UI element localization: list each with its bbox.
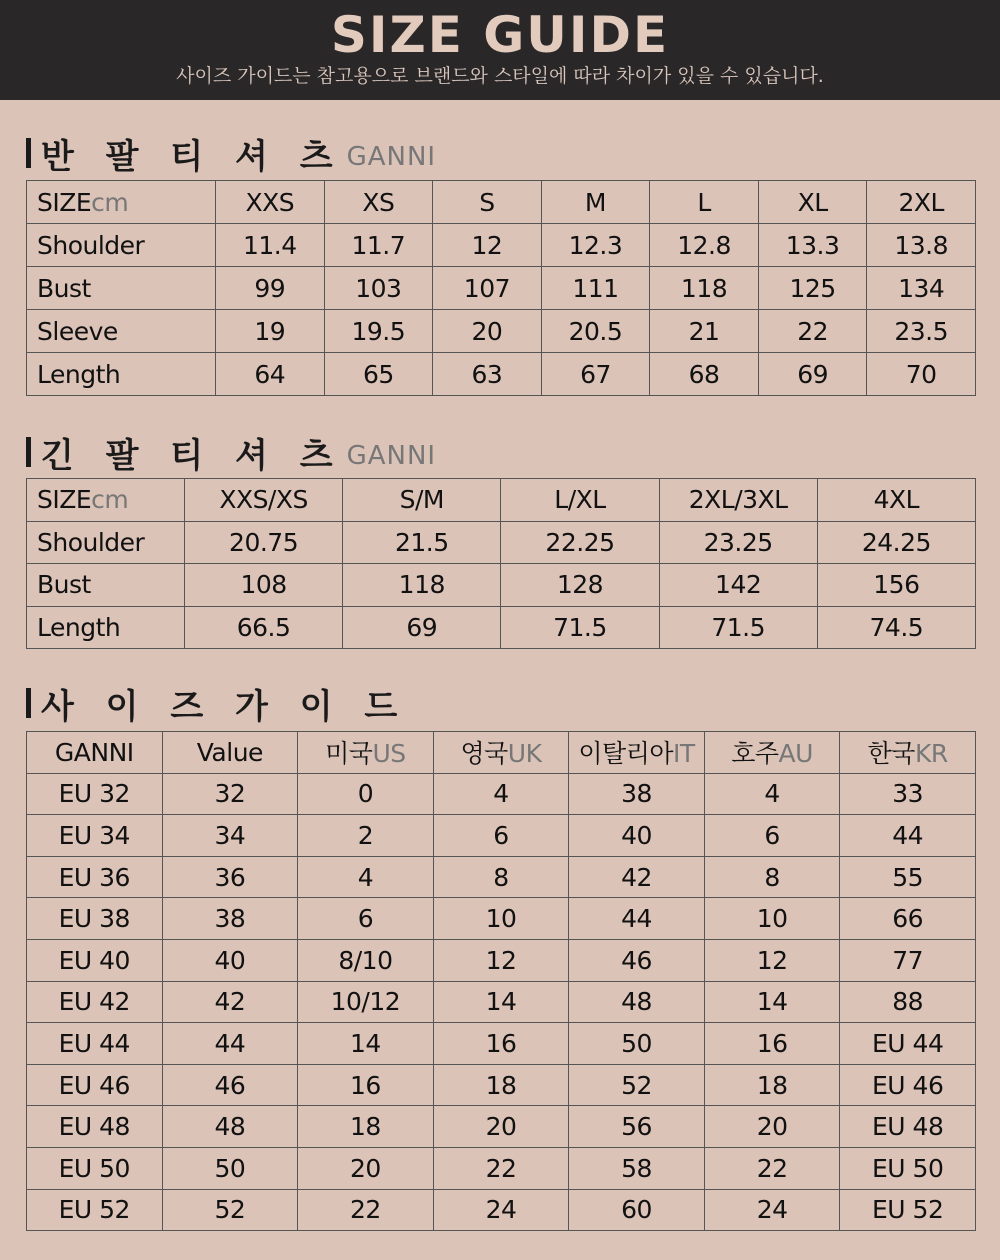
conversion-value: 4: [433, 773, 569, 815]
conversion-value: 66: [840, 898, 976, 940]
measurement-value: 12.3: [541, 224, 650, 267]
table-row: [27, 1189, 976, 1231]
measurement-value: 71.5: [659, 606, 817, 649]
conversion-value: 18: [433, 1064, 569, 1106]
measurement-value: 74.5: [817, 606, 975, 649]
conversion-value: 8: [433, 856, 569, 898]
size-header-unit: cm: [91, 187, 129, 217]
table-row: [27, 773, 976, 815]
size-column-header: L: [650, 181, 759, 224]
conversion-value: 56: [569, 1106, 705, 1148]
long-sleeve-section-title: [26, 432, 437, 476]
short-sleeve-size-table: [26, 180, 976, 396]
conversion-column-header: [569, 732, 705, 774]
measurement-label: Shoulder: [27, 224, 216, 267]
table-row: [27, 353, 976, 396]
page-subtitle: 사이즈 가이드는 참고용으로 브랜드와 스타일에 따라 차이가 있을 수 있습니다.: [176, 65, 824, 87]
conversion-value: 10/12: [298, 981, 434, 1023]
measurement-value: 12.8: [650, 224, 759, 267]
conversion-value: 77: [840, 939, 976, 981]
conversion-value: EU 38: [27, 898, 163, 940]
column-header-label: 미국: [325, 739, 373, 769]
size-column-header: 4XL: [817, 479, 975, 522]
measurement-value: 13.3: [758, 224, 867, 267]
column-header-label: 한국: [867, 739, 915, 769]
size-column-header: XXS/XS: [185, 479, 343, 522]
conversion-value: 22: [433, 1147, 569, 1189]
conversion-value: 58: [569, 1147, 705, 1189]
measurement-label: Sleeve: [27, 310, 216, 353]
measurement-value: 24.25: [817, 521, 975, 564]
conversion-value: EU 48: [840, 1106, 976, 1148]
measurement-value: 142: [659, 564, 817, 607]
conversion-value: 38: [162, 898, 298, 940]
measurement-label: Shoulder: [27, 521, 185, 564]
table-row: [27, 1106, 976, 1148]
measurement-value: 68: [650, 353, 759, 396]
section-brand: GANNI: [346, 441, 437, 471]
measurement-value: 118: [650, 267, 759, 310]
table-row: [27, 981, 976, 1023]
table-header-row: [27, 479, 976, 522]
conversion-value: EU 40: [27, 939, 163, 981]
conversion-value: EU 50: [27, 1147, 163, 1189]
measurement-label: Length: [27, 606, 185, 649]
short-sleeve-section-title: [26, 133, 437, 177]
size-conversion-section-title: [26, 683, 408, 727]
conversion-value: EU 50: [840, 1147, 976, 1189]
conversion-value: 14: [298, 1023, 434, 1065]
table-header-row: [27, 181, 976, 224]
conversion-value: 4: [298, 856, 434, 898]
conversion-value: 6: [433, 815, 569, 857]
section-title-text: 사 이 즈 가 이 드: [41, 686, 408, 727]
column-header-unit: AU: [778, 739, 813, 769]
column-header-label: 영국: [460, 739, 508, 769]
column-header-label: GANNI: [54, 737, 134, 767]
size-column-header: 2XL/3XL: [659, 479, 817, 522]
conversion-value: 40: [569, 815, 705, 857]
measurement-value: 65: [324, 353, 433, 396]
size-header-label: SIZE: [37, 187, 92, 217]
conversion-value: EU 52: [840, 1189, 976, 1231]
conversion-value: 12: [433, 939, 569, 981]
column-header-label: Value: [196, 737, 263, 767]
table-row: [27, 310, 976, 353]
conversion-value: 38: [569, 773, 705, 815]
conversion-value: EU 36: [27, 856, 163, 898]
column-header-label: 이탈리아: [578, 739, 673, 769]
measurement-value: 125: [758, 267, 867, 310]
conversion-value: 50: [162, 1147, 298, 1189]
table-row: [27, 521, 976, 564]
conversion-value: 52: [162, 1189, 298, 1231]
conversion-column-header: [433, 732, 569, 774]
conversion-value: EU 46: [840, 1064, 976, 1106]
conversion-value: 6: [298, 898, 434, 940]
conversion-value: 16: [298, 1064, 434, 1106]
conversion-value: EU 44: [27, 1023, 163, 1065]
conversion-value: EU 42: [27, 981, 163, 1023]
conversion-value: 10: [704, 898, 840, 940]
measurement-value: 19.5: [324, 310, 433, 353]
measurement-value: 108: [185, 564, 343, 607]
measurement-value: 11.7: [324, 224, 433, 267]
measurement-value: 156: [817, 564, 975, 607]
conversion-value: 8/10: [298, 939, 434, 981]
conversion-value: 22: [704, 1147, 840, 1189]
column-header-unit: US: [372, 739, 406, 769]
section-title-text: 긴 팔 티 셔 츠: [41, 435, 343, 476]
measurement-value: 12: [433, 224, 542, 267]
conversion-value: 88: [840, 981, 976, 1023]
measurement-label: Bust: [27, 267, 216, 310]
table-row: [27, 564, 976, 607]
size-column-header: S/M: [343, 479, 501, 522]
table-row: [27, 1023, 976, 1065]
measurement-value: 103: [324, 267, 433, 310]
size-header-cell: [27, 181, 216, 224]
table-row: [27, 939, 976, 981]
measurement-value: 71.5: [501, 606, 659, 649]
measurement-value: 22: [758, 310, 867, 353]
conversion-value: 60: [569, 1189, 705, 1231]
conversion-value: 16: [433, 1023, 569, 1065]
measurement-value: 99: [216, 267, 325, 310]
conversion-value: 48: [162, 1106, 298, 1148]
section-marker: [26, 688, 31, 718]
conversion-value: 20: [298, 1147, 434, 1189]
size-column-header: S: [433, 181, 542, 224]
measurement-value: 23.5: [867, 310, 976, 353]
measurement-value: 69: [343, 606, 501, 649]
measurement-value: 118: [343, 564, 501, 607]
conversion-value: 44: [162, 1023, 298, 1065]
measurement-value: 134: [867, 267, 976, 310]
size-header-label: SIZE: [37, 485, 92, 515]
measurement-value: 13.8: [867, 224, 976, 267]
table-row: [27, 815, 976, 857]
conversion-value: 4: [704, 773, 840, 815]
long-sleeve-size-table: [26, 478, 976, 649]
measurement-value: 21: [650, 310, 759, 353]
conversion-value: 33: [840, 773, 976, 815]
page-header: [0, 0, 1000, 100]
conversion-column-header: [27, 732, 163, 774]
conversion-value: 2: [298, 815, 434, 857]
measurement-value: 111: [541, 267, 650, 310]
measurement-value: 21.5: [343, 521, 501, 564]
conversion-value: 8: [704, 856, 840, 898]
conversion-value: 36: [162, 856, 298, 898]
measurement-value: 22.25: [501, 521, 659, 564]
table-row: [27, 898, 976, 940]
table-row: [27, 856, 976, 898]
conversion-value: 0: [298, 773, 434, 815]
size-column-header: M: [541, 181, 650, 224]
conversion-value: 44: [840, 815, 976, 857]
table-row: [27, 267, 976, 310]
page-title: SIZE GUIDE: [330, 6, 670, 64]
conversion-value: 20: [433, 1106, 569, 1148]
conversion-value: 48: [569, 981, 705, 1023]
measurement-value: 69: [758, 353, 867, 396]
conversion-value: 18: [298, 1106, 434, 1148]
column-header-label: 호주: [731, 739, 779, 769]
conversion-value: EU 46: [27, 1064, 163, 1106]
conversion-value: EU 44: [840, 1023, 976, 1065]
table-row: [27, 1147, 976, 1189]
conversion-value: 32: [162, 773, 298, 815]
table-row: [27, 1064, 976, 1106]
table-row: [27, 606, 976, 649]
conversion-value: 20: [704, 1106, 840, 1148]
size-column-header: L/XL: [501, 479, 659, 522]
size-column-header: XS: [324, 181, 433, 224]
conversion-column-header: [840, 732, 976, 774]
conversion-value: 10: [433, 898, 569, 940]
column-header-unit: IT: [673, 739, 695, 769]
section-marker: [26, 138, 31, 168]
size-column-header: XXS: [216, 181, 325, 224]
conversion-value: 42: [162, 981, 298, 1023]
conversion-value: EU 52: [27, 1189, 163, 1231]
measurement-label: Bust: [27, 564, 185, 607]
column-header-unit: KR: [914, 739, 948, 769]
conversion-value: 55: [840, 856, 976, 898]
conversion-value: 14: [704, 981, 840, 1023]
conversion-column-header: [162, 732, 298, 774]
conversion-value: 34: [162, 815, 298, 857]
section-marker: [26, 437, 31, 467]
section-title-text: 반 팔 티 셔 츠: [41, 136, 343, 177]
size-header-unit: cm: [91, 485, 129, 515]
conversion-value: EU 48: [27, 1106, 163, 1148]
measurement-value: 20.5: [541, 310, 650, 353]
conversion-value: 44: [569, 898, 705, 940]
measurement-value: 107: [433, 267, 542, 310]
size-column-header: 2XL: [867, 181, 976, 224]
conversion-column-header: [298, 732, 434, 774]
measurement-value: 20: [433, 310, 542, 353]
measurement-value: 23.25: [659, 521, 817, 564]
measurement-value: 11.4: [216, 224, 325, 267]
conversion-value: EU 32: [27, 773, 163, 815]
conversion-value: EU 34: [27, 815, 163, 857]
section-brand: GANNI: [346, 142, 437, 172]
measurement-value: 128: [501, 564, 659, 607]
table-row: [27, 224, 976, 267]
measurement-value: 67: [541, 353, 650, 396]
conversion-value: 24: [433, 1189, 569, 1231]
measurement-value: 66.5: [185, 606, 343, 649]
size-column-header: XL: [758, 181, 867, 224]
measurement-value: 63: [433, 353, 542, 396]
measurement-value: 19: [216, 310, 325, 353]
conversion-value: 46: [162, 1064, 298, 1106]
conversion-value: 12: [704, 939, 840, 981]
measurement-label: Length: [27, 353, 216, 396]
measurement-value: 20.75: [185, 521, 343, 564]
conversion-column-header: [704, 732, 840, 774]
conversion-value: 40: [162, 939, 298, 981]
table-header-row: [27, 732, 976, 774]
conversion-value: 6: [704, 815, 840, 857]
size-header-cell: [27, 479, 185, 522]
conversion-value: 16: [704, 1023, 840, 1065]
conversion-value: 18: [704, 1064, 840, 1106]
measurement-value: 64: [216, 353, 325, 396]
conversion-value: 22: [298, 1189, 434, 1231]
conversion-value: 24: [704, 1189, 840, 1231]
size-conversion-table: [26, 731, 976, 1231]
conversion-value: 42: [569, 856, 705, 898]
conversion-value: 52: [569, 1064, 705, 1106]
measurement-value: 70: [867, 353, 976, 396]
conversion-value: 50: [569, 1023, 705, 1065]
conversion-value: 46: [569, 939, 705, 981]
conversion-value: 14: [433, 981, 569, 1023]
column-header-unit: UK: [507, 739, 542, 769]
